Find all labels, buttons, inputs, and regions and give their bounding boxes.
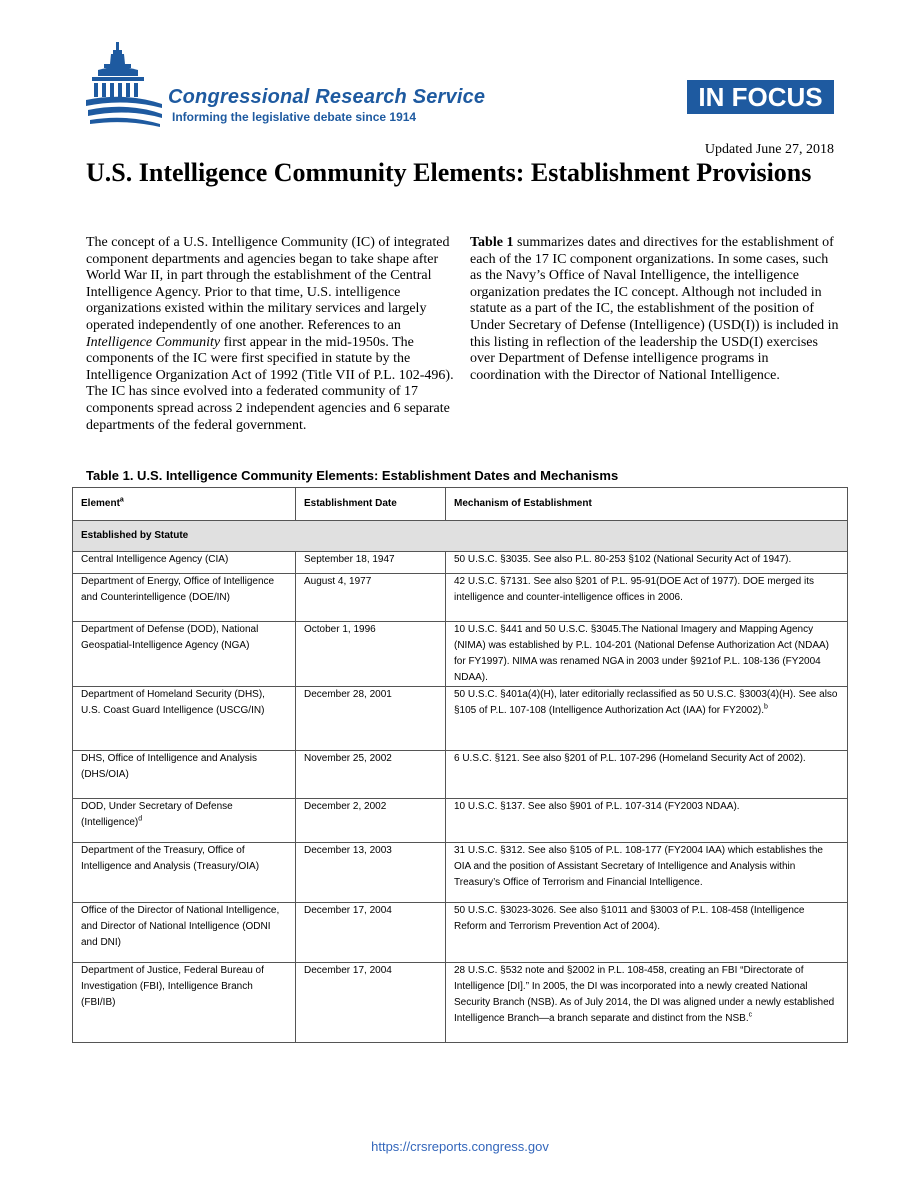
element-name: DOD, Under Secretary of Defense (Intelligence) [81,801,233,828]
element-cell [73,843,296,903]
header-element [73,488,296,521]
table-row [73,751,848,799]
header-date: Establishment Date [296,488,446,521]
footer-url[interactable]: https://crsreports.congress.gov [371,1139,549,1154]
table-row [73,622,848,687]
table-row [73,843,848,903]
date-cell: December 17, 2004 [296,963,446,1043]
mechanism-cell [446,799,848,843]
footnote-marker: b [764,703,768,711]
footnote-marker: c [748,1011,753,1019]
table-row [73,574,848,622]
element-cell [73,903,296,963]
org-name: Congressional Research Service [168,86,486,108]
mechanism-text: 28 U.S.C. §532 note and §2002 in P.L. 108-458, creating an FBI “Directorate of Intelligence [DI].” In 2005, the DI was incorporated into a newly created National Security Branch (NSB). As of July 2014, the DI was aligned under a newly established Intelligence Branch—a branch separate and distinct from the NSB. [454,965,835,1024]
element-name: DHS, Office of Intelligence and Analysis (DHS/OIA) [81,753,258,780]
footnote-marker: d [138,815,143,823]
mechanism-cell [446,903,848,963]
element-cell [73,799,296,843]
mechanism-cell [446,622,848,687]
table-row [73,799,848,843]
table-reference: Table 1 [470,235,514,250]
date-cell: November 25, 2002 [296,751,446,799]
date-cell: December 17, 2004 [296,903,446,963]
element-name: Department of Justice, Federal Bureau of Investigation (FBI), Intelligence Branch (FBI/IB) [81,965,264,1008]
element-cell [73,687,296,751]
element-cell [73,622,296,687]
header-element-label: Element [81,498,120,509]
updated-date: Updated June 27, 2018 [704,142,834,157]
mechanism-text: 42 U.S.C. §7131. See also §201 of P.L. 95-91(DOE Act of 1977). DOE merged its intelligence and counter-intelligence offices in 2006. [454,576,815,603]
summary-paragraph [470,235,842,384]
date-cell: December 28, 2001 [296,687,446,751]
report-header [0,0,920,157]
date-cell: December 13, 2003 [296,843,446,903]
mechanism-cell [446,687,848,751]
element-name: Department of Homeland Security (DHS), U.S. Coast Guard Intelligence (USCG/IN) [81,689,265,716]
mechanism-cell [446,751,848,799]
summary-text: summarizes dates and directives for the establishment of each of the 17 IC component organizations. In some cases, such as the Navy’s Office of Naval Intelligence, the intelligence organization predates the IC concept. Although not included in statute as a part of the IC, the establishment of the position of Under Secretary of Defense (Intelligence) (USD(I)) is included in this listing in reflection of the leadership the USD(I) exercises over Department of Defense intelligence programs in coordination with the Director of National Intelligence. [470,235,839,383]
table-row [73,552,848,574]
date-cell: September 18, 1947 [296,552,446,574]
element-name: Central Intelligence Agency (CIA) [81,554,229,565]
ic-elements-table [72,487,848,1043]
table-caption: Table 1. U.S. Intelligence Community Elements: Establishment Dates and Mechanisms [86,468,619,483]
date-cell: December 2, 2002 [296,799,446,843]
element-name: Department of Energy, Office of Intelligence and Counterintelligence (DOE/IN) [81,576,275,603]
table-body [73,552,848,1043]
capitol-dome-logo-icon [84,40,174,130]
mechanism-text: 31 U.S.C. §312. See also §105 of P.L. 108-177 (FY2004 IAA) which establishes the OIA and the position of Assistant Secretary of Intelligence and Analysis within Treasury’s Office of Terrorism and Financial Intelligence. [454,845,823,888]
element-name: Department of Defense (DOD), National Geospatial-Intelligence Agency (NGA) [81,624,259,651]
section-label: Established by Statute [73,521,848,552]
element-cell [73,574,296,622]
footnote-marker: a [119,496,124,504]
mechanism-cell [446,843,848,903]
page-title: U.S. Intelligence Community Elements: Establishment Provisions [86,158,812,187]
element-cell [73,751,296,799]
mechanism-text: 50 U.S.C. §401a(4)(H), later editorially reclassified as 50 U.S.C. §3003(4)(H). See also §105 of P.L. 107-108 (Intelligence Authorization Act (IAA) for FY2002). [454,689,838,716]
element-name: Department of the Treasury, Office of Intelligence and Analysis (Treasury/OIA) [81,845,260,872]
section-row [73,521,848,552]
intro-paragraph [86,235,458,434]
mechanism-text: 50 U.S.C. §3035. See also P.L. 80-253 §102 (National Security Act of 1947). [454,554,792,565]
table-header-row [73,488,848,521]
table-row [73,963,848,1043]
element-cell [73,552,296,574]
mechanism-text: 50 U.S.C. §3023-3026. See also §1011 and §3003 of P.L. 108-458 (Intelligence Reform and Terrorism Prevention Act of 2004). [454,905,805,932]
in-focus-badge: IN FOCUS [687,80,834,114]
element-cell [73,963,296,1043]
intro-text-italic: Intelligence Community [86,334,221,350]
table-row [73,903,848,963]
mechanism-cell [446,552,848,574]
mechanism-text: 6 U.S.C. §121. See also §201 of P.L. 107-296 (Homeland Security Act of 2002). [454,753,806,764]
intro-text-2: first appear in the mid-1950s. The components of the IC were first specified in statute by the Intelligence Organization Act of 1992 (Title VII of P.L. 102-496). The IC has since evolved into a federated community of 17 components spread across 2 independent agencies and 6 separate departments of the federal government. [86,334,454,433]
mechanism-cell [446,574,848,622]
header-mechanism: Mechanism of Establishment [446,488,848,521]
date-cell: August 4, 1977 [296,574,446,622]
org-tagline: Informing the legislative debate since 1914 [172,110,417,124]
mechanism-text: 10 U.S.C. §441 and 50 U.S.C. §3045.The National Imagery and Mapping Agency (NIMA) was established by P.L. 104-201 (National Defense Authorization Act (NDAA) for FY1997). NIMA was renamed NGA in 2003 under §921of P.L. 108-136 (FY2004 NDAA). [454,624,829,683]
mechanism-text: 10 U.S.C. §137. See also §901 of P.L. 107-314 (FY2003 NDAA). [454,801,740,812]
table-row [73,687,848,751]
element-name: Office of the Director of National Intelligence, and Director of National Intelligence (ODNI and DNI) [81,905,280,948]
date-cell: October 1, 1996 [296,622,446,687]
intro-text-1: The concept of a U.S. Intelligence Community (IC) of integrated component departments and agencies began to take shape after World War II, in part through the establishment of the Central Intelligence Agency. Prior to that time, U.S. intelligence organizations existed within the military services and largely operated independently of one another. References to an [86,235,450,333]
mechanism-cell [446,963,848,1043]
